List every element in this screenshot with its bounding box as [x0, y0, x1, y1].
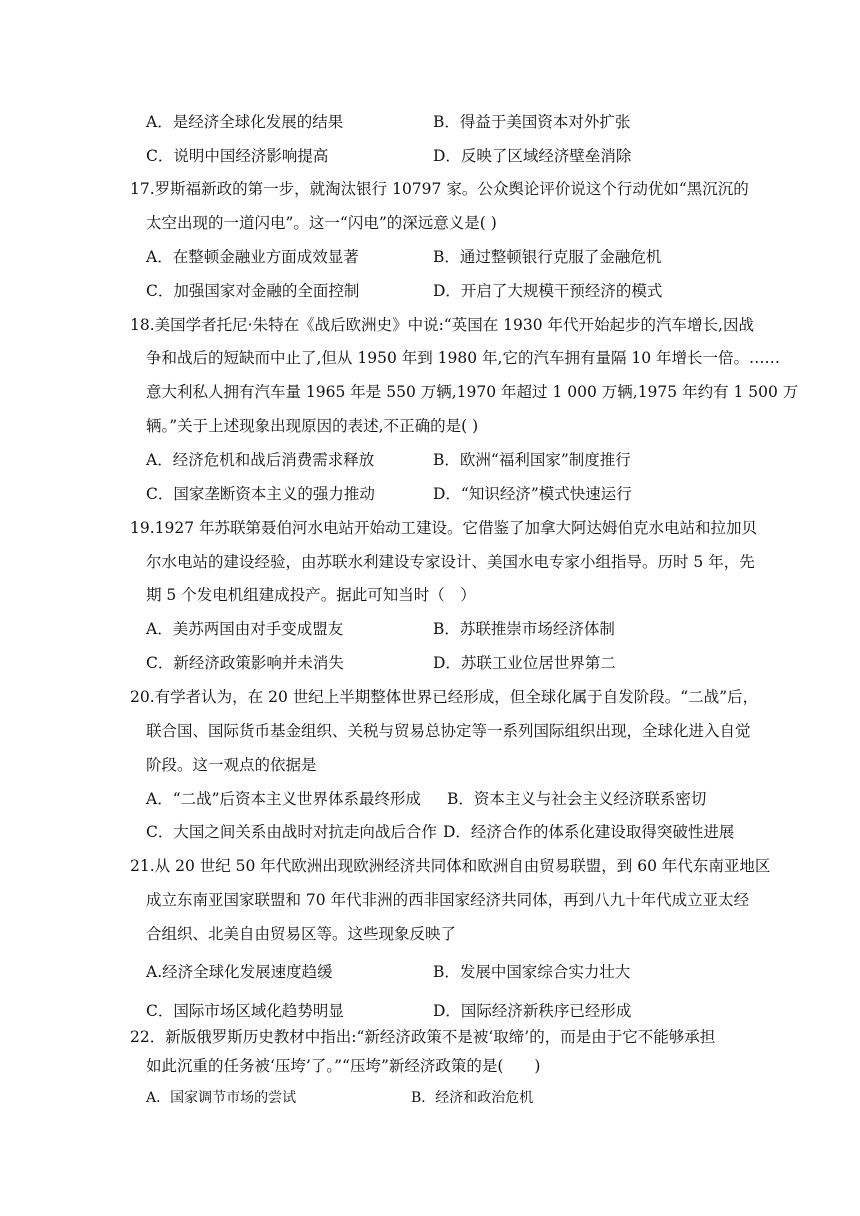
- q22-option-b: B．经济和政治危机: [411, 1090, 534, 1106]
- q18-option-d: D．“知识经济”模式快速运行: [433, 485, 632, 503]
- q21-stem-line-1: 21.从 20 世纪 50 年代欧洲出现欧洲经济共同体和欧洲自由贸易联盟，到 60 年代东南亚地区: [130, 857, 771, 875]
- q20-option-a: A．“二战”后资本主义世界体系最终形成: [146, 790, 422, 808]
- q19-option-d: D．苏联工业位居世界第二: [433, 654, 616, 672]
- q21-stem-line-2: 成立东南亚国家联盟和 70 年代非洲的西非国家经济共同体，再到八九十年代成立亚太经: [146, 891, 750, 909]
- q19-option-c: C．新经济政策影响并未消失: [146, 654, 344, 672]
- q16-option-d: D．反映了区域经济壁垒消除: [433, 147, 632, 165]
- q20-stem-line-2: 联合国、国际货币基金组织、关税与贸易总协定等一系列国际组织出现，全球化进入自觉: [146, 722, 751, 740]
- q19-option-a: A．美苏两国由对手变成盟友: [146, 620, 344, 638]
- q18-stem-line-3: 意大利私人拥有汽车量 1965 年是 550 万辆,1970 年超过 1 000 万辆,1975 年约有 1 500 万: [146, 383, 799, 401]
- q18-option-b: B．欧洲“福利国家”制度推行: [433, 451, 631, 469]
- q21-option-a: A.经济全球化发展速度趋缓: [146, 963, 333, 981]
- q16-option-b: B．得益于美国资本对外扩张: [433, 113, 631, 131]
- q19-option-b: B．苏联推崇市场经济体制: [433, 620, 615, 638]
- q18-stem-line-4: 辆。”关于上述现象出现原因的表述,不正确的是( ): [146, 417, 479, 435]
- q22-stem-line-2: 如此沉重的任务被‘压垮’了。”“压垮”新经济政策的是( ): [146, 1057, 541, 1075]
- q18-option-a: A．经济危机和战后消费需求释放: [146, 451, 375, 469]
- q16-option-a: A．是经济全球化发展的结果: [146, 113, 344, 131]
- q20-stem-line-3: 阶段。这一观点的依据是: [146, 756, 317, 774]
- q18-stem-line-2: 争和战后的短缺而中止了,但从 1950 年到 1980 年,它的汽车拥有量隔 10 年增长一倍。……: [146, 349, 781, 367]
- q20-option-b: B．资本主义与社会主义经济联系密切: [447, 790, 707, 808]
- q16-option-c: C．说明中国经济影响提高: [146, 147, 329, 165]
- q17-stem-line-1: 17.罗斯福新政的第一步，就淘汰银行 10797 家。公众舆论评价说这个行动优如“黑沉沉的: [130, 180, 749, 198]
- q17-option-b: B．通过整顿银行克服了金融危机: [433, 248, 662, 266]
- q19-stem-line-1: 19.1927 年苏联第聂伯河水电站开始动工建设。它借鉴了加拿大阿达姆伯克水电站和拉加贝: [130, 519, 758, 537]
- q18-option-c: C．国家垄断资本主义的强力推动: [146, 485, 375, 503]
- q21-option-b: B．发展中国家综合实力壮大: [433, 963, 631, 981]
- q20-option-d: D．经济合作的体系化建设取得突破性进展: [443, 823, 735, 841]
- q17-option-d: D．开启了大规模干预经济的模式: [433, 282, 663, 300]
- q19-stem-line-2: 尔水电站的建设经验，由苏联水利建设专家设计、美国水电专家小组指导。历时 5 年，先: [146, 553, 755, 571]
- q21-option-c: C．国际市场区域化趋势明显: [146, 1002, 344, 1020]
- q20-stem-line-1: 20.有学者认为，在 20 世纪上半期整体世界已经形成，但全球化属于自发阶段。“二战”后，: [130, 688, 759, 706]
- q21-option-d: D．国际经济新秩序已经形成: [433, 1002, 632, 1020]
- q19-stem-line-3: 期 5 个发电机组建成投产。据此可知当时（ ）: [146, 586, 476, 604]
- q22-stem-line-1: 22．新版俄罗斯历史教材中指出:“新经济政策不是被‘取缔’的，而是由于它不能够承担: [130, 1028, 716, 1046]
- q18-stem-line-1: 18.美国学者托尼·朱特在《战后欧洲史》中说:“英国在 1930 年代开始起步的汽车增长,因战: [130, 316, 754, 334]
- q17-stem-line-2: 太空出现的一道闪电”。这一“闪电”的深远意义是( ): [146, 214, 497, 232]
- q17-option-a: A．在整顿金融业方面成效显著: [146, 248, 359, 266]
- q21-stem-line-3: 合组织、北美自由贸易区等。这些现象反映了: [146, 925, 457, 943]
- q20-option-c: C．大国之间关系由战时对抗走向战后合作: [146, 823, 437, 841]
- q22-option-a: A．国家调节市场的尝试: [146, 1090, 297, 1106]
- q17-option-c: C．加强国家对金融的全面控制: [146, 282, 360, 300]
